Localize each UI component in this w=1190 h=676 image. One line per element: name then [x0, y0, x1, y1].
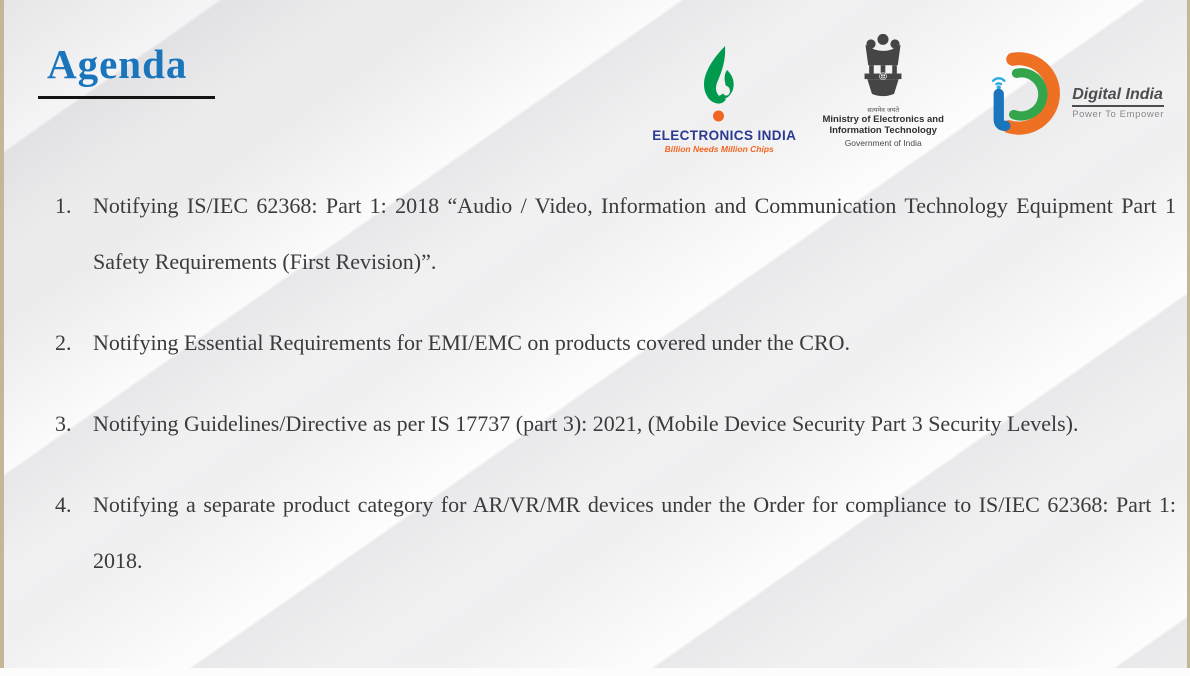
electronics-india-logo [652, 46, 797, 154]
digital-india-logo [980, 50, 1164, 136]
agenda-item-number: 3. [55, 411, 72, 436]
electronics-india-tagline: Billion Needs Million Chips [664, 144, 774, 154]
agenda-item-text: Notifying Essential Requirements for EMI/EMC on products covered under the CRO. [93, 330, 851, 355]
agenda-item [55, 315, 1176, 371]
electronics-india-dot [713, 111, 724, 122]
left-edge-strip [0, 0, 4, 668]
agenda-item [55, 477, 1176, 589]
ashoka-emblem-icon [855, 32, 911, 104]
title-underline [38, 96, 215, 99]
agenda-item-text: Notifying Guidelines/Directive as per IS 17737 (part 3): 2021, (Mobile Device Security Part 3 Security Levels). [93, 411, 1079, 436]
digital-india-d-icon [980, 50, 1070, 136]
digital-india-text [1072, 86, 1164, 120]
logo-row [652, 28, 1164, 154]
digital-india-tagline: Power To Empower [1072, 109, 1164, 120]
agenda-item-text: Notifying IS/IEC 62368: Part 1: 2018 “Audio / Video, Information and Communication Technology Equipment Part 1 Safety Requirements (First Revision)”. [93, 193, 1176, 274]
meity-name-line1: Ministry of Electronics and [822, 114, 944, 125]
bottom-strip [0, 668, 1190, 676]
agenda-item-number: 1. [55, 193, 72, 218]
agenda-item-number: 4. [55, 492, 72, 517]
electronics-india-flame-icon [695, 46, 743, 126]
meity-gov-line: Government of India [844, 137, 922, 148]
meity-logo [820, 32, 946, 148]
meity-motto: सत्यमेव जयते [867, 107, 900, 114]
wifi-icon [993, 78, 1004, 89]
page-title: Agenda [47, 41, 188, 87]
meity-name-line2: Information Technology [829, 125, 937, 137]
agenda-item-text: Notifying a separate product category for AR/VR/MR devices under the Order for compliance to IS/IEC 62368: Part 1: 2018. [93, 492, 1176, 573]
electronics-india-wordmark: ELECTRONICS INDIA [652, 128, 797, 143]
agenda-list [55, 178, 1176, 614]
agenda-item-number: 2. [55, 330, 72, 355]
agenda-item [55, 396, 1176, 452]
agenda-item [55, 178, 1176, 290]
digital-india-wordmark: Digital India [1072, 86, 1164, 107]
